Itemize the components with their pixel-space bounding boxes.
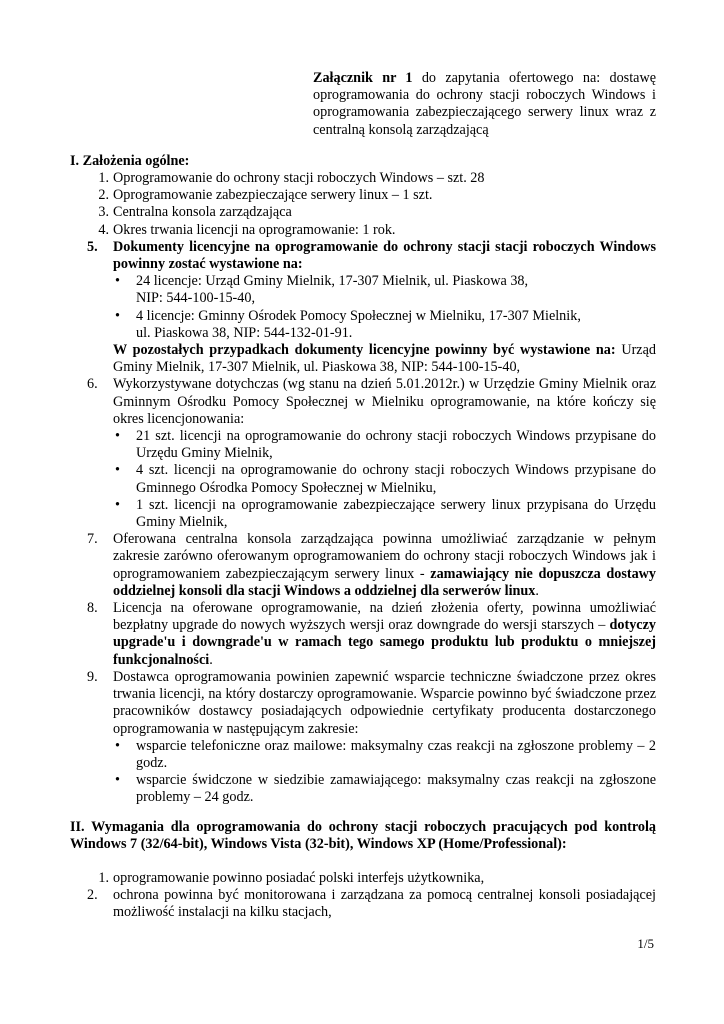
section-2-list: [70, 870, 656, 922]
annex-header: [313, 70, 656, 139]
bullet-item: • 4 szt. licencji na oprogramowanie do ochrony stacji roboczych Windows przypisane do Gminnego Ośrodka Pomocy Społecznej w Mielniku,: [115, 462, 656, 496]
bullet-item: • 4 licencje: Gminny Ośrodek Pomocy Społecznej w Mielniku, 17-307 Mielnik, ul. Piaskowa 38, NIP: 544-132-01-91.: [115, 307, 581, 341]
list-item: 2. ochrona powinna być monitorowana i zarządzana za pomocą centralnej konsoli posiadającej możliwość instalacji na kilku stacjach,: [87, 887, 656, 921]
page-number: 1/5: [637, 936, 654, 951]
list-item: 1. oprogramowanie powinno posiadać polski interfejs użytkownika,: [98, 870, 485, 886]
list-item: 7. Oferowana centralna konsola zarządzająca powinna umożliwiać zarządzanie w pełnym zakresie zarówno oferowanym oprogramowaniem do ochrony stacji roboczych Windows jak i oprogramowaniem zabezpieczającym serwery linux - zamawiający nie dopuszcza dostawy oddzielnej konsoli dla stacji Windows a oddzielnej dla serwerów linux.: [87, 531, 656, 599]
list-item: 6. Wykorzystywane dotychczas (wg stanu na dzień 5.01.2012r.) w Urzędzie Gminy Mielnik oraz Gminnym Ośrodku Pomocy Społecznej w Mielniku oprogramowanie, na które kończy się okres licencjonowania:: [87, 376, 656, 427]
bullet-item: • 1 szt. licencji na oprogramowanie zabezpieczające serwery linux przypisana do Urzędu Gminy Mielnik,: [115, 496, 656, 531]
bullet-item: • 21 szt. licencji na oprogramowanie do ochrony stacji roboczych Windows przypisane do Urzędu Gminy Mielnik,: [115, 428, 656, 462]
list-item: 9. Dostawca oprogramowania powinien zapewnić wsparcie techniczne świadczone przez okres trwania licencji, na który dostarczy oprogramowanie. Wsparcie powinno być świadczone przez pracowników dostawcy posiadających odpowiednie certyfikaty producenta dostarczonego oprogramowania w następującym zakresie:: [87, 668, 656, 737]
annex-title-rest: do zapytania ofertowego na: dostawę oprogramowania do ochrony stacji roboczych Windows i oprogramowania zabezpieczającego serwery linux wraz z centralną konsolą zarządzającą: [313, 70, 656, 138]
list-item: 8. Licencja na oferowane oprogramowanie, na dzień złożenia oferty, powinna umożliwiać bezpłatny upgrade do nowych wyższych wersji oraz downgrade do wersji starszych – dotyczy upgrade'u i downgrade'u w ramach tego samego produktu lub produktu o mniejszej funkcjonalności.: [87, 600, 656, 668]
license-other-paragraph: W pozostałych przypadkach dokumenty licencyjne powinny być wystawione na: Urząd Gminy Mielnik, 17-307 Mielnik, ul. Piaskowa 38, NIP: 544-100-15-40,: [113, 342, 656, 376]
list-item: 3. Centralna konsola zarządzająca: [98, 204, 292, 221]
list-item: 4. Okres trwania licencji na oprogramowanie: 1 rok.: [98, 221, 396, 238]
list-item: 1. Oprogramowanie do ochrony stacji roboczych Windows – szt. 28: [98, 170, 485, 186]
section-2-heading: II. Wymagania dla oprogramowania do ochrony stacji roboczych pracujących pod kontrolą Windows 7 (32/64-bit), Windows Vista (32-bit), Windows XP (Home/Professional):: [70, 819, 656, 853]
section-1-list: [70, 170, 656, 807]
bullet-item: • wsparcie telefoniczne oraz mailowe: maksymalny czas reakcji na zgłoszone problemy – 2 godz.: [115, 737, 656, 771]
section-1-heading: I. Założenia ogólne:: [70, 153, 190, 169]
bullet-item: • wsparcie świdczone w siedzibie zamawiającego: maksymalny czas reakcji na zgłoszone problemy – 24 godz.: [115, 772, 656, 806]
list-item: 2. Oprogramowanie zabezpieczające serwery linux – 1 szt.: [98, 187, 433, 204]
list-item: 5. Dokumenty licencyjne na oprogramowanie do ochrony stacji stacji roboczych Windows powinny zostać wystawione na:: [87, 238, 656, 273]
bullet-item: • 24 licencje: Urząd Gminy Mielnik, 17-307 Mielnik, ul. Piaskowa 38, NIP: 544-100-15-40,: [115, 273, 529, 307]
annex-title-bold: Załącznik nr 1: [313, 70, 413, 86]
